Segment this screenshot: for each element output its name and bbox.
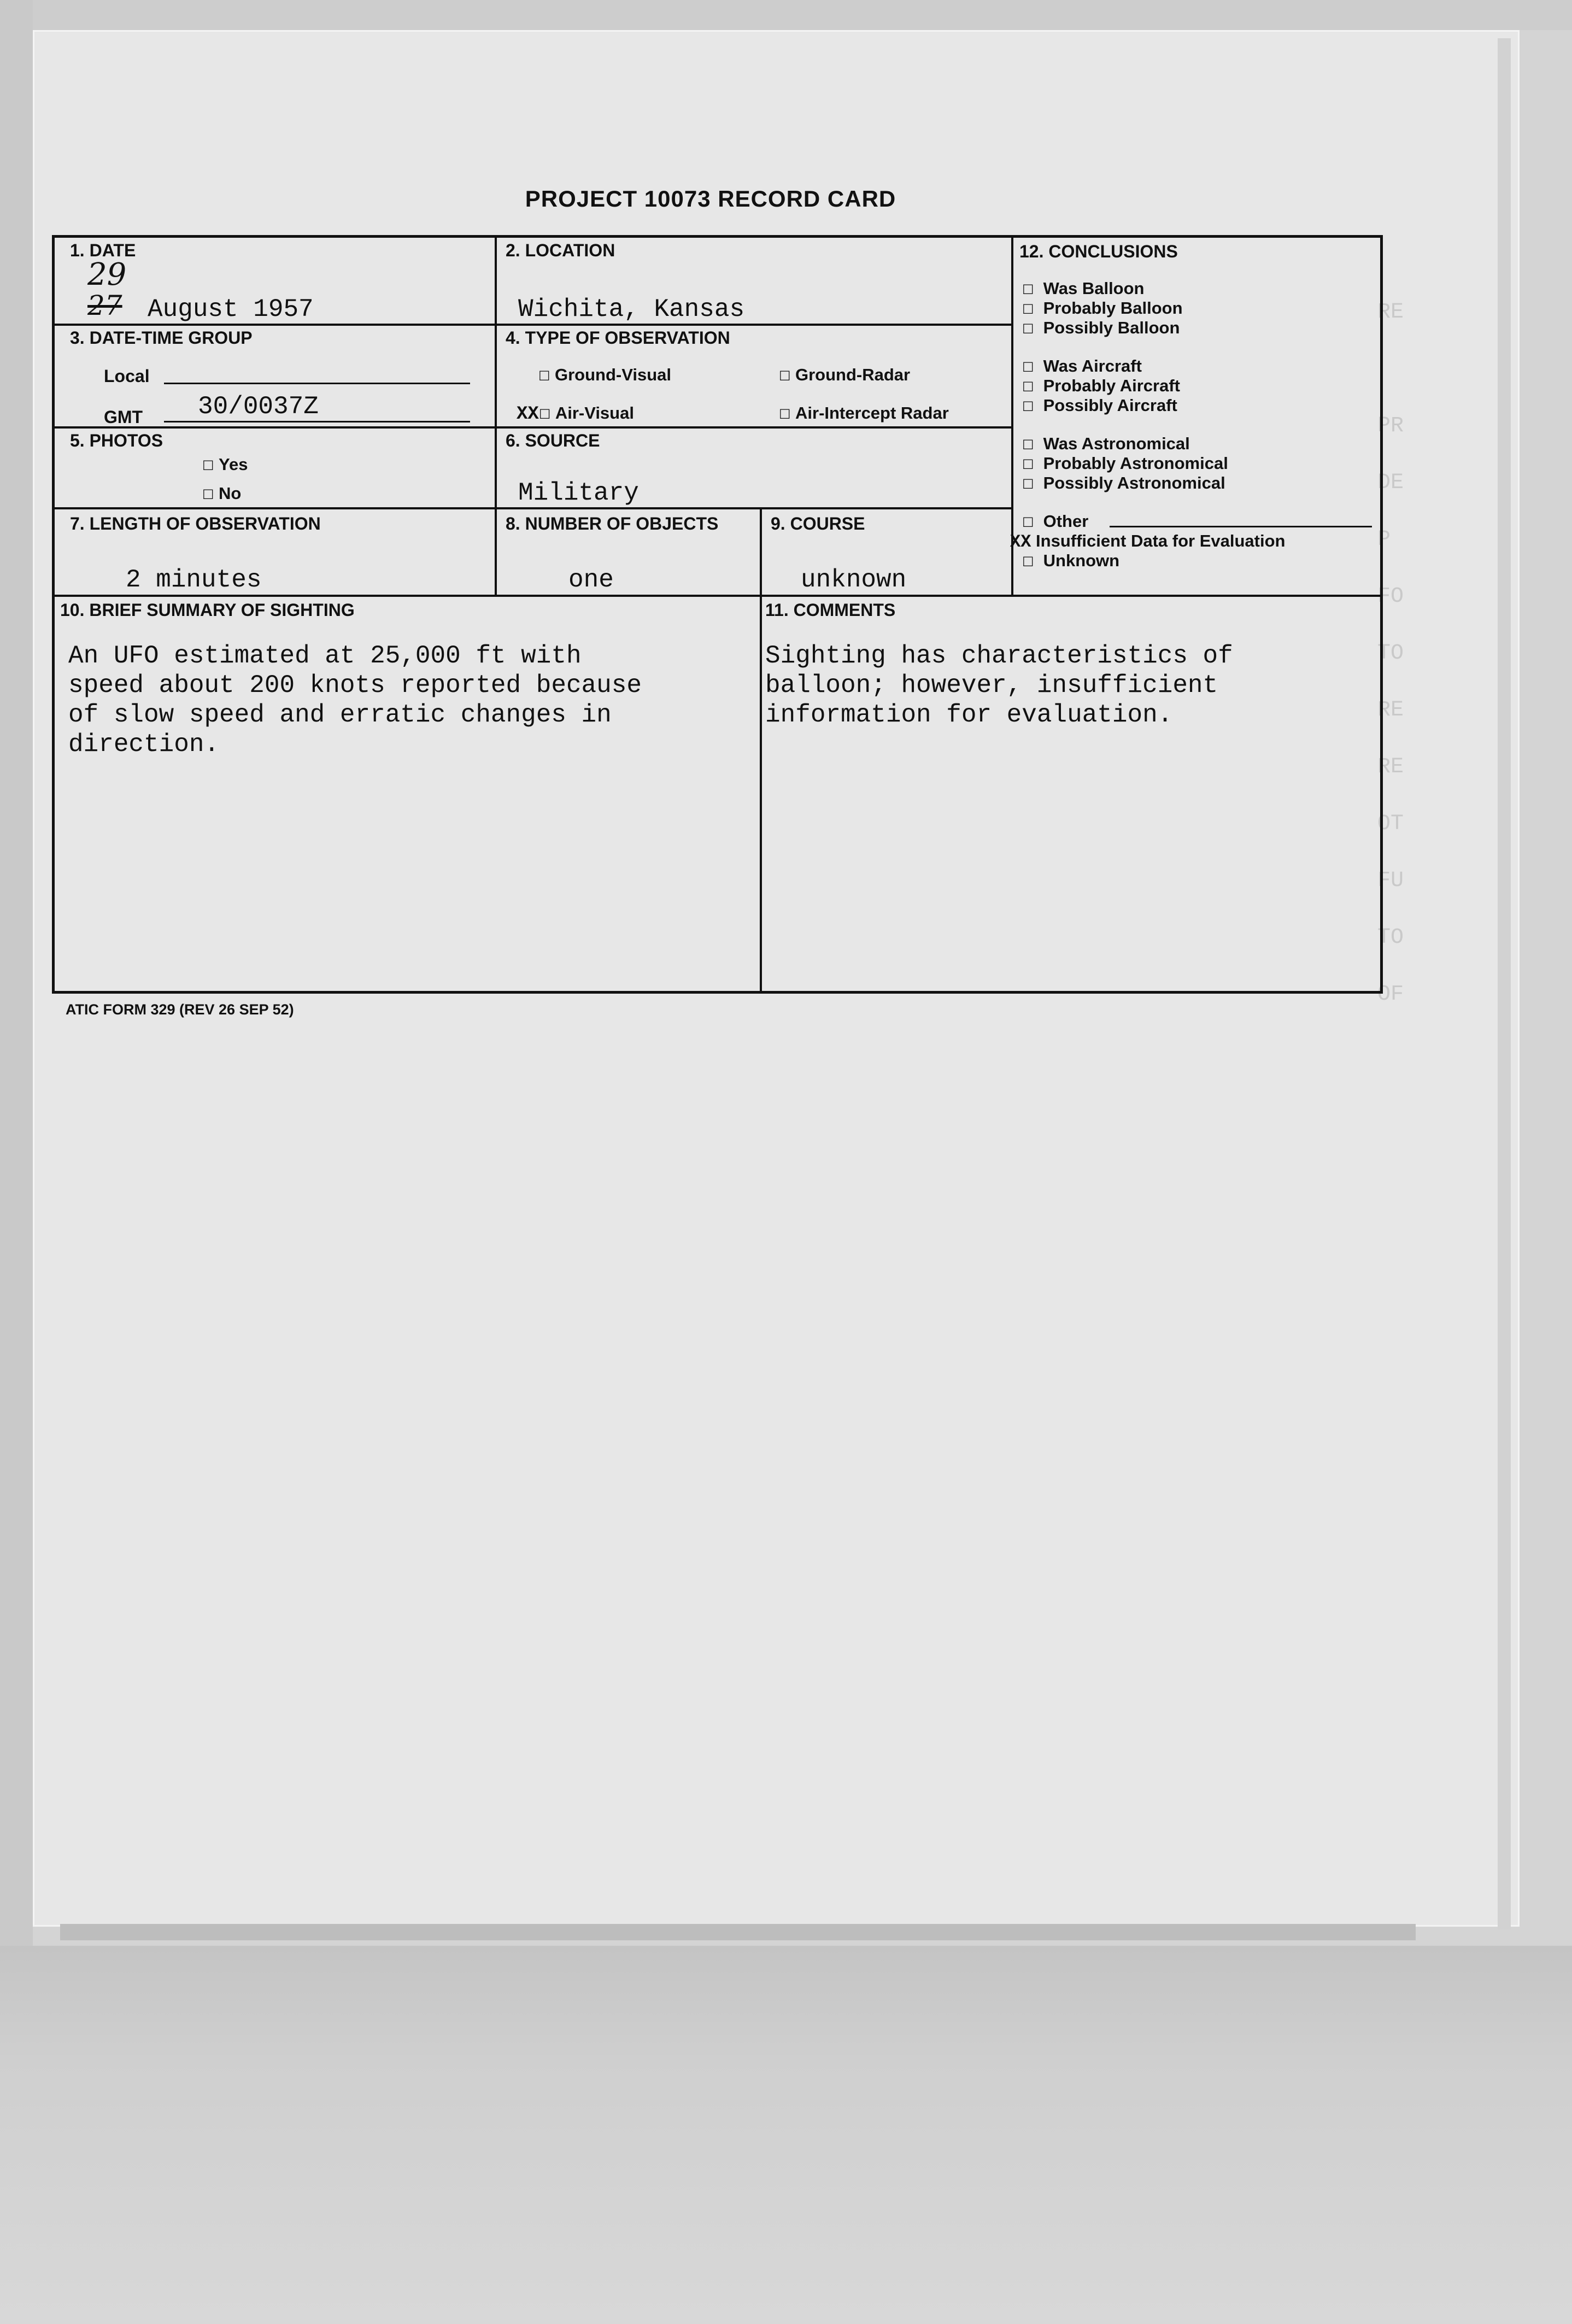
- date-struck-day: 27: [87, 290, 122, 321]
- checkbox-icon: ☐: [1022, 554, 1034, 570]
- course-label: 9. COURSE: [771, 514, 865, 533]
- checkbox-icon: ☐: [202, 458, 214, 473]
- course-value: unknown: [801, 566, 907, 594]
- dtg-gmt-label: GMT: [104, 407, 143, 427]
- checkbox-icon: ☐: [1022, 515, 1034, 530]
- checkbox-icon: ☐: [1022, 360, 1034, 375]
- form-number: ATIC FORM 329 (REV 26 SEP 52): [66, 1001, 294, 1018]
- scan-top-edge: [0, 0, 1572, 30]
- conclusion-was-balloon: ☐ Was Balloon: [1022, 279, 1145, 298]
- summary-line: direction.: [68, 730, 220, 759]
- bleed-through-text: RE PR DE P FO TO RE RE OT FU TO OF: [1377, 300, 1404, 1007]
- conclusion-other-line: [1110, 526, 1372, 527]
- length-value: 2 minutes: [126, 566, 262, 594]
- photos-label: 5. PHOTOS: [70, 431, 163, 450]
- source-value: Military: [518, 479, 639, 507]
- checkbox-icon: ☐: [779, 407, 791, 422]
- checkbox-icon: ☐: [1022, 302, 1034, 317]
- summary-label: 10. BRIEF SUMMARY OF SIGHTING: [60, 600, 355, 620]
- dtg-gmt-value: 30/0037Z: [198, 392, 319, 421]
- divider: [52, 595, 1383, 597]
- objects-value: one: [568, 566, 614, 594]
- conclusions-label: 12. CONCLUSIONS: [1019, 242, 1178, 261]
- photos-no-option: ☐ No: [202, 484, 242, 503]
- date-label: 1. DATE: [70, 240, 136, 260]
- summary-line: An UFO estimated at 25,000 ft with: [68, 642, 582, 670]
- checkbox-icon: ☐: [1022, 379, 1034, 395]
- paper-shadow: [60, 1924, 1416, 1940]
- date-handwritten-correction: 29: [87, 257, 127, 292]
- comments-line: Sighting has characteristics of: [765, 642, 1233, 670]
- option-ground-visual: ☐ Ground-Visual: [538, 365, 672, 384]
- location-label: 2. LOCATION: [506, 240, 615, 260]
- divider: [495, 235, 497, 596]
- conclusion-was-astronomical: ☐ Was Astronomical: [1022, 434, 1190, 453]
- conclusion-was-aircraft: ☐ Was Aircraft: [1022, 356, 1142, 375]
- dtg-gmt-line: [164, 421, 470, 422]
- checkbox-icon: ☐: [1022, 321, 1034, 337]
- checked-mark: XX: [1010, 532, 1031, 552]
- comments-line: balloon; however, insufficient: [765, 671, 1218, 700]
- conclusion-probably-astronomical: ☐ Probably Astronomical: [1022, 454, 1228, 473]
- dtg-local-label: Local: [104, 366, 150, 386]
- photos-yes-option: ☐ Yes: [202, 455, 248, 474]
- dtg-label: 3. DATE-TIME GROUP: [70, 328, 253, 348]
- dtg-local-line: [164, 383, 470, 384]
- option-air-intercept-radar: ☐ Air-Intercept Radar: [779, 403, 949, 422]
- comments-line: information for evaluation.: [765, 701, 1173, 729]
- checkbox-icon: ☐: [538, 368, 550, 384]
- divider: [760, 507, 762, 994]
- source-label: 6. SOURCE: [506, 431, 600, 450]
- underlying-page: [0, 1946, 1572, 2324]
- summary-line: of slow speed and erratic changes in: [68, 701, 612, 729]
- divider: [52, 426, 1012, 429]
- checkbox-icon: ☐: [1022, 477, 1034, 492]
- checkbox-icon: ☐: [538, 407, 551, 422]
- conclusion-possibly-astronomical: ☐ Possibly Astronomical: [1022, 473, 1225, 492]
- checkbox-icon: ☐: [1022, 282, 1034, 297]
- summary-line: speed about 200 knots reported because: [68, 671, 642, 700]
- checkbox-icon: ☐: [1022, 399, 1034, 414]
- comments-label: 11. COMMENTS: [765, 600, 896, 620]
- divider: [52, 324, 1012, 326]
- checkbox-icon: ☐: [779, 368, 791, 384]
- location-value: Wichita, Kansas: [518, 295, 745, 324]
- page-title: PROJECT 10073 RECORD CARD: [525, 186, 896, 212]
- conclusion-possibly-balloon: ☐ Possibly Balloon: [1022, 318, 1180, 337]
- checkbox-icon: ☐: [202, 487, 214, 502]
- checkbox-icon: ☐: [1022, 437, 1034, 453]
- checkbox-icon: ☐: [1022, 457, 1034, 472]
- divider: [52, 507, 1012, 509]
- conclusion-probably-balloon: ☐ Probably Balloon: [1022, 298, 1183, 318]
- scan-left-edge: [0, 0, 33, 1946]
- length-label: 7. LENGTH OF OBSERVATION: [70, 514, 321, 533]
- option-air-visual: XX☐ Air-Visual: [517, 403, 634, 425]
- conclusion-other: ☐ Other: [1022, 512, 1089, 531]
- conclusion-probably-aircraft: ☐ Probably Aircraft: [1022, 376, 1180, 395]
- checked-mark: XX: [517, 404, 539, 425]
- date-value: August 1957: [148, 295, 314, 324]
- scan-right-edge: [1498, 38, 1511, 1929]
- conclusion-possibly-aircraft: ☐ Possibly Aircraft: [1022, 396, 1177, 415]
- observation-type-label: 4. TYPE OF OBSERVATION: [506, 328, 730, 348]
- option-ground-radar: ☐ Ground-Radar: [779, 365, 911, 384]
- conclusion-unknown: ☐ Unknown: [1022, 551, 1120, 570]
- objects-label: 8. NUMBER OF OBJECTS: [506, 514, 719, 533]
- conclusion-insufficient-data: XX Insufficient Data for Evaluation: [1010, 531, 1286, 552]
